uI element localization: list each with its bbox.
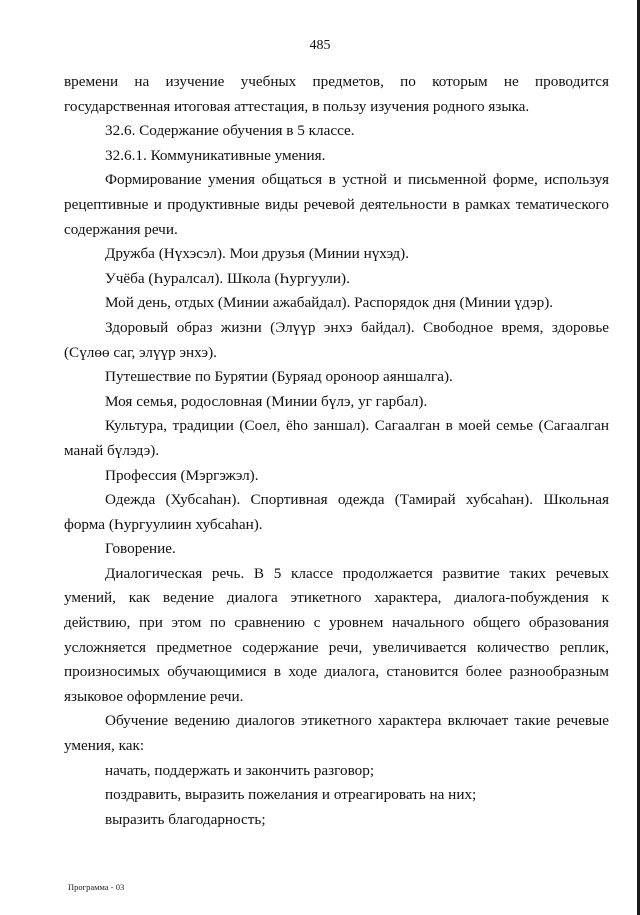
text-line-2: государственная итоговая аттестация, в пользу изучения родного языка. [64,97,530,115]
topic-item: Путешествие по Бурятии (Буряад ороноор аяншалга). [105,368,453,386]
topic-item: Учёба (Һуралсал). Школа (Һургуули). [105,269,350,287]
topic-item: Дружба (Нүхэсэл). Мои друзья (Минии нүхэд). [105,245,410,263]
subsection-heading: 32.6.1. Коммуникативные умения. [105,146,326,164]
skill-item: выразить благодарность; [105,810,266,828]
page-number: 485 [309,38,331,53]
topic-item: Одежда (Хубсаhан). Спортивная одежда (Тамирай хубсаhан). Школьная форма (Һургуулиин хубсаhан). [64,491,609,533]
text-line-1: времени на изучение учебных предметов, по которым не проводится [64,73,609,90]
topic-item: Моя семья, родословная (Минии бүлэ, уг гарбал). [105,392,428,410]
skill-item: начать, поддержать и закончить разговор; [105,761,375,779]
topic-item: Профессия (Мэргэжэл). [105,466,259,484]
document-body [64,70,609,832]
topic-item: Культура, традиции (Соел, ёho заншал). Сагаалган в моей семье (Сагаалган манай бүлэдэ). [64,417,609,459]
topic-item: Мой день, отдых (Минии ажабайдал). Распорядок дня (Минии үдэр). [105,294,554,312]
etiquette-intro: Обучение ведению диалогов этикетного характера включает такие речевые умения, как: [64,712,609,755]
skill-item: поздравить, выразить пожелания и отреагировать на них; [105,786,477,804]
dialogic-paragraph: Диалогическая речь. В 5 классе продолжается развитие таких речевых умений, как ведение диалога этикетного характера, диалога-побуждения к действию, при этом по сравнению с уровнем начального общего образования усложняется предметное содержание речи, увеличивается количество реплик, произносимых обучающимися в ходе диалога, становится более разнообразным языковое оформление речи. [64,564,609,705]
intro-paragraph: Формирование умения общаться в устной и письменной форме, используя рецептивные и продуктивные виды речевой деятельности в рамках тематического содержания речи. [64,171,609,238]
footer-label: Программа - 03 [68,882,125,892]
topic-item: Здоровый образ жизни (Элүүр энхэ байдал). Свободное время, здоровье (Сүлөө саг, элүүр энхэ). [64,318,609,361]
section-heading: 32.6. Содержание обучения в 5 классе. [105,122,355,140]
speaking-heading: Говорение. [105,540,176,558]
